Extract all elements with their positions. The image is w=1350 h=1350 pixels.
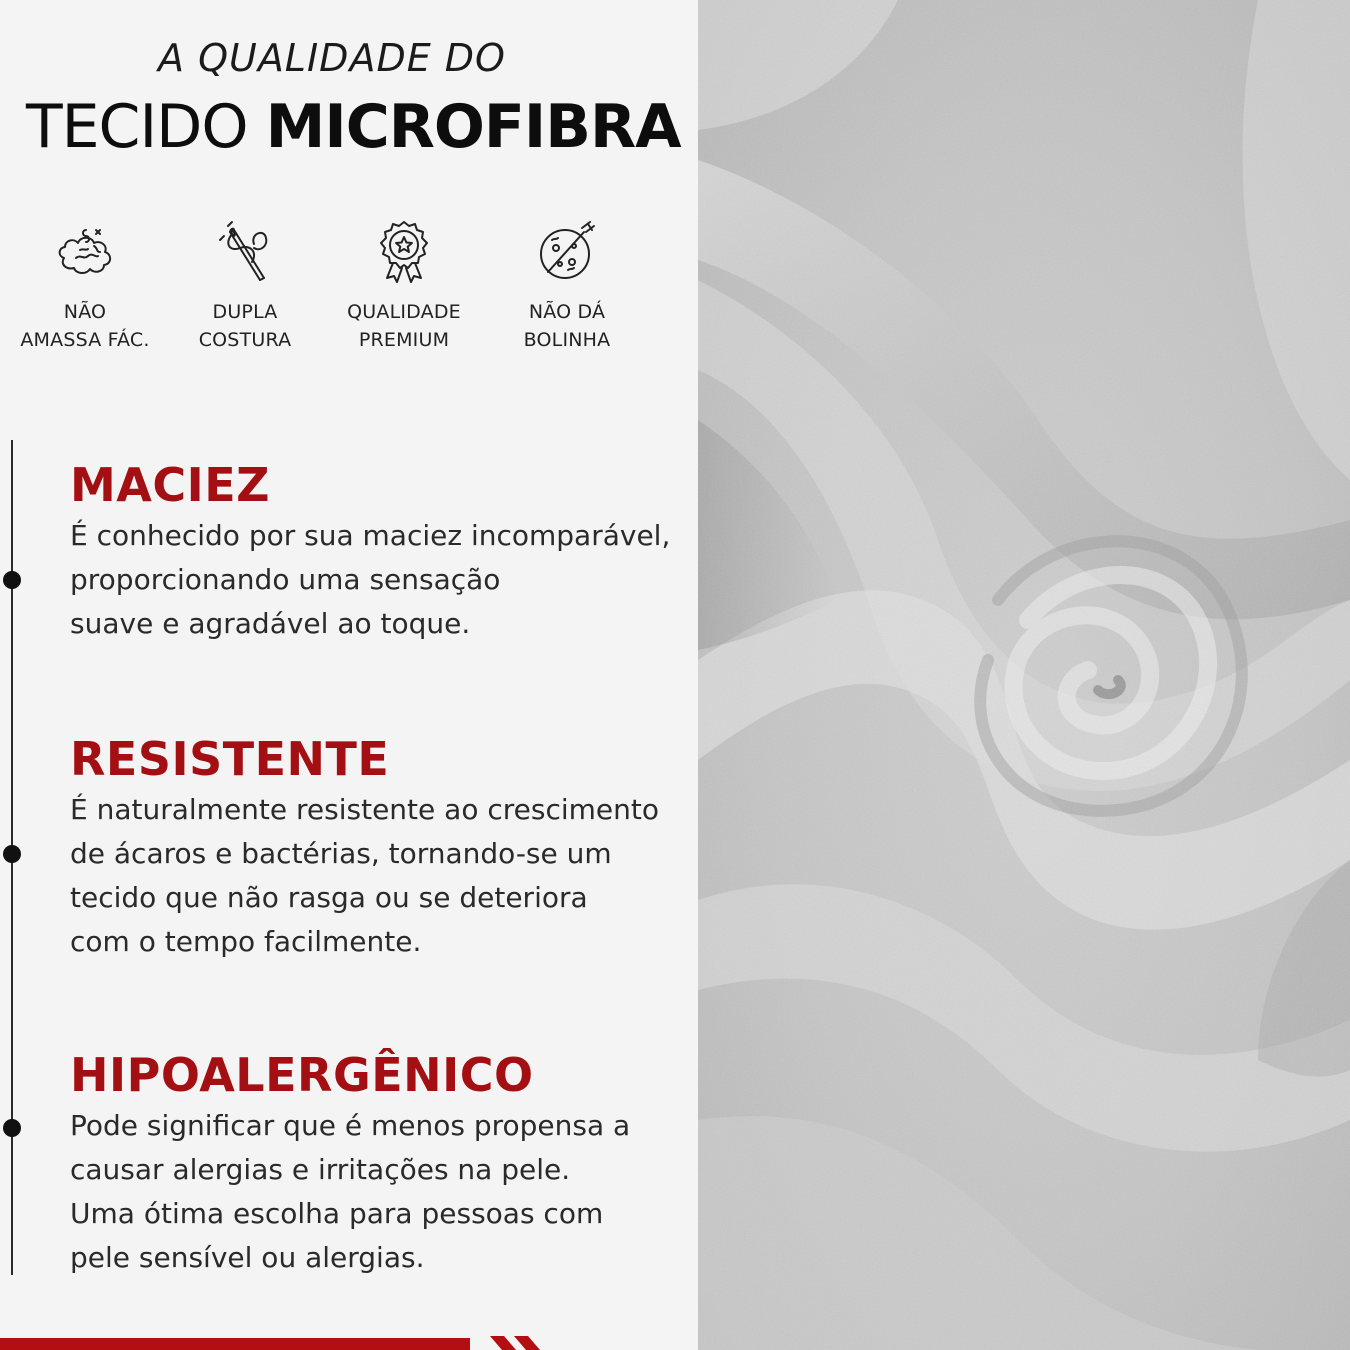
title-light: TECIDO bbox=[26, 92, 248, 162]
feature-premium-quality bbox=[319, 218, 489, 354]
feature-double-stitch bbox=[160, 218, 330, 354]
feature-label-line2: COSTURA bbox=[198, 329, 292, 351]
section-line: de ácaros e bactérias, tornando-se um bbox=[70, 837, 612, 870]
feature-no-wrinkle bbox=[0, 218, 170, 354]
section-resistente bbox=[70, 732, 680, 964]
section-line: pele sensível ou alergias. bbox=[70, 1241, 425, 1274]
feature-no-pilling bbox=[482, 218, 652, 354]
section-line: Uma ótima escolha para pessoas com bbox=[70, 1197, 604, 1230]
section-hipoalergenico bbox=[70, 1048, 680, 1280]
title-bold: MICROFIBRA bbox=[265, 92, 681, 162]
timeline-dot bbox=[3, 845, 21, 863]
fabric-photo bbox=[698, 0, 1350, 1350]
bottom-accent-bar bbox=[0, 1338, 470, 1350]
section-body bbox=[70, 514, 680, 646]
section-line: causar alergias e irritações na pele. bbox=[70, 1153, 571, 1186]
feature-label-line1: DUPLA bbox=[212, 301, 278, 323]
feature-label-line1: NÃO bbox=[63, 301, 107, 323]
section-line: Pode significar que é menos propensa a bbox=[70, 1109, 631, 1142]
award-badge-icon bbox=[369, 218, 439, 288]
section-line: proporcionando uma sensação bbox=[70, 563, 501, 596]
section-line: tecido que não rasga ou se deteriora bbox=[70, 881, 588, 914]
feature-label-line1: QUALIDADE bbox=[347, 301, 461, 323]
double-chevron-right-icon bbox=[490, 1336, 560, 1350]
section-line: com o tempo facilmente. bbox=[70, 925, 422, 958]
feature-label-line1: NÃO DÁ bbox=[528, 301, 606, 323]
section-title: RESISTENTE bbox=[70, 732, 390, 786]
section-maciez bbox=[70, 458, 680, 646]
section-body bbox=[70, 1104, 680, 1280]
feature-label-line2: PREMIUM bbox=[358, 329, 450, 351]
section-line: É conhecido por sua maciez incomparável, bbox=[70, 519, 671, 552]
fabric-swirl-image bbox=[698, 0, 1350, 1350]
timeline-dot bbox=[3, 571, 21, 589]
section-line: É naturalmente resistente ao crescimento bbox=[70, 793, 659, 826]
feature-label-line2: BOLINHA bbox=[523, 329, 611, 351]
section-body bbox=[70, 788, 680, 964]
section-title: MACIEZ bbox=[70, 458, 271, 512]
header-subtitle: A QUALIDADE DO bbox=[158, 36, 506, 80]
section-line: suave e agradável ao toque. bbox=[70, 607, 471, 640]
feature-label-line2: AMASSA FÁC. bbox=[20, 329, 150, 351]
needle-thread-icon bbox=[210, 218, 280, 288]
section-title: HIPOALERGÊNICO bbox=[70, 1048, 534, 1102]
wrinkle-cloth-icon bbox=[50, 218, 120, 288]
page-title bbox=[26, 92, 681, 162]
no-pilling-icon bbox=[532, 218, 602, 288]
timeline-dot bbox=[3, 1119, 21, 1137]
